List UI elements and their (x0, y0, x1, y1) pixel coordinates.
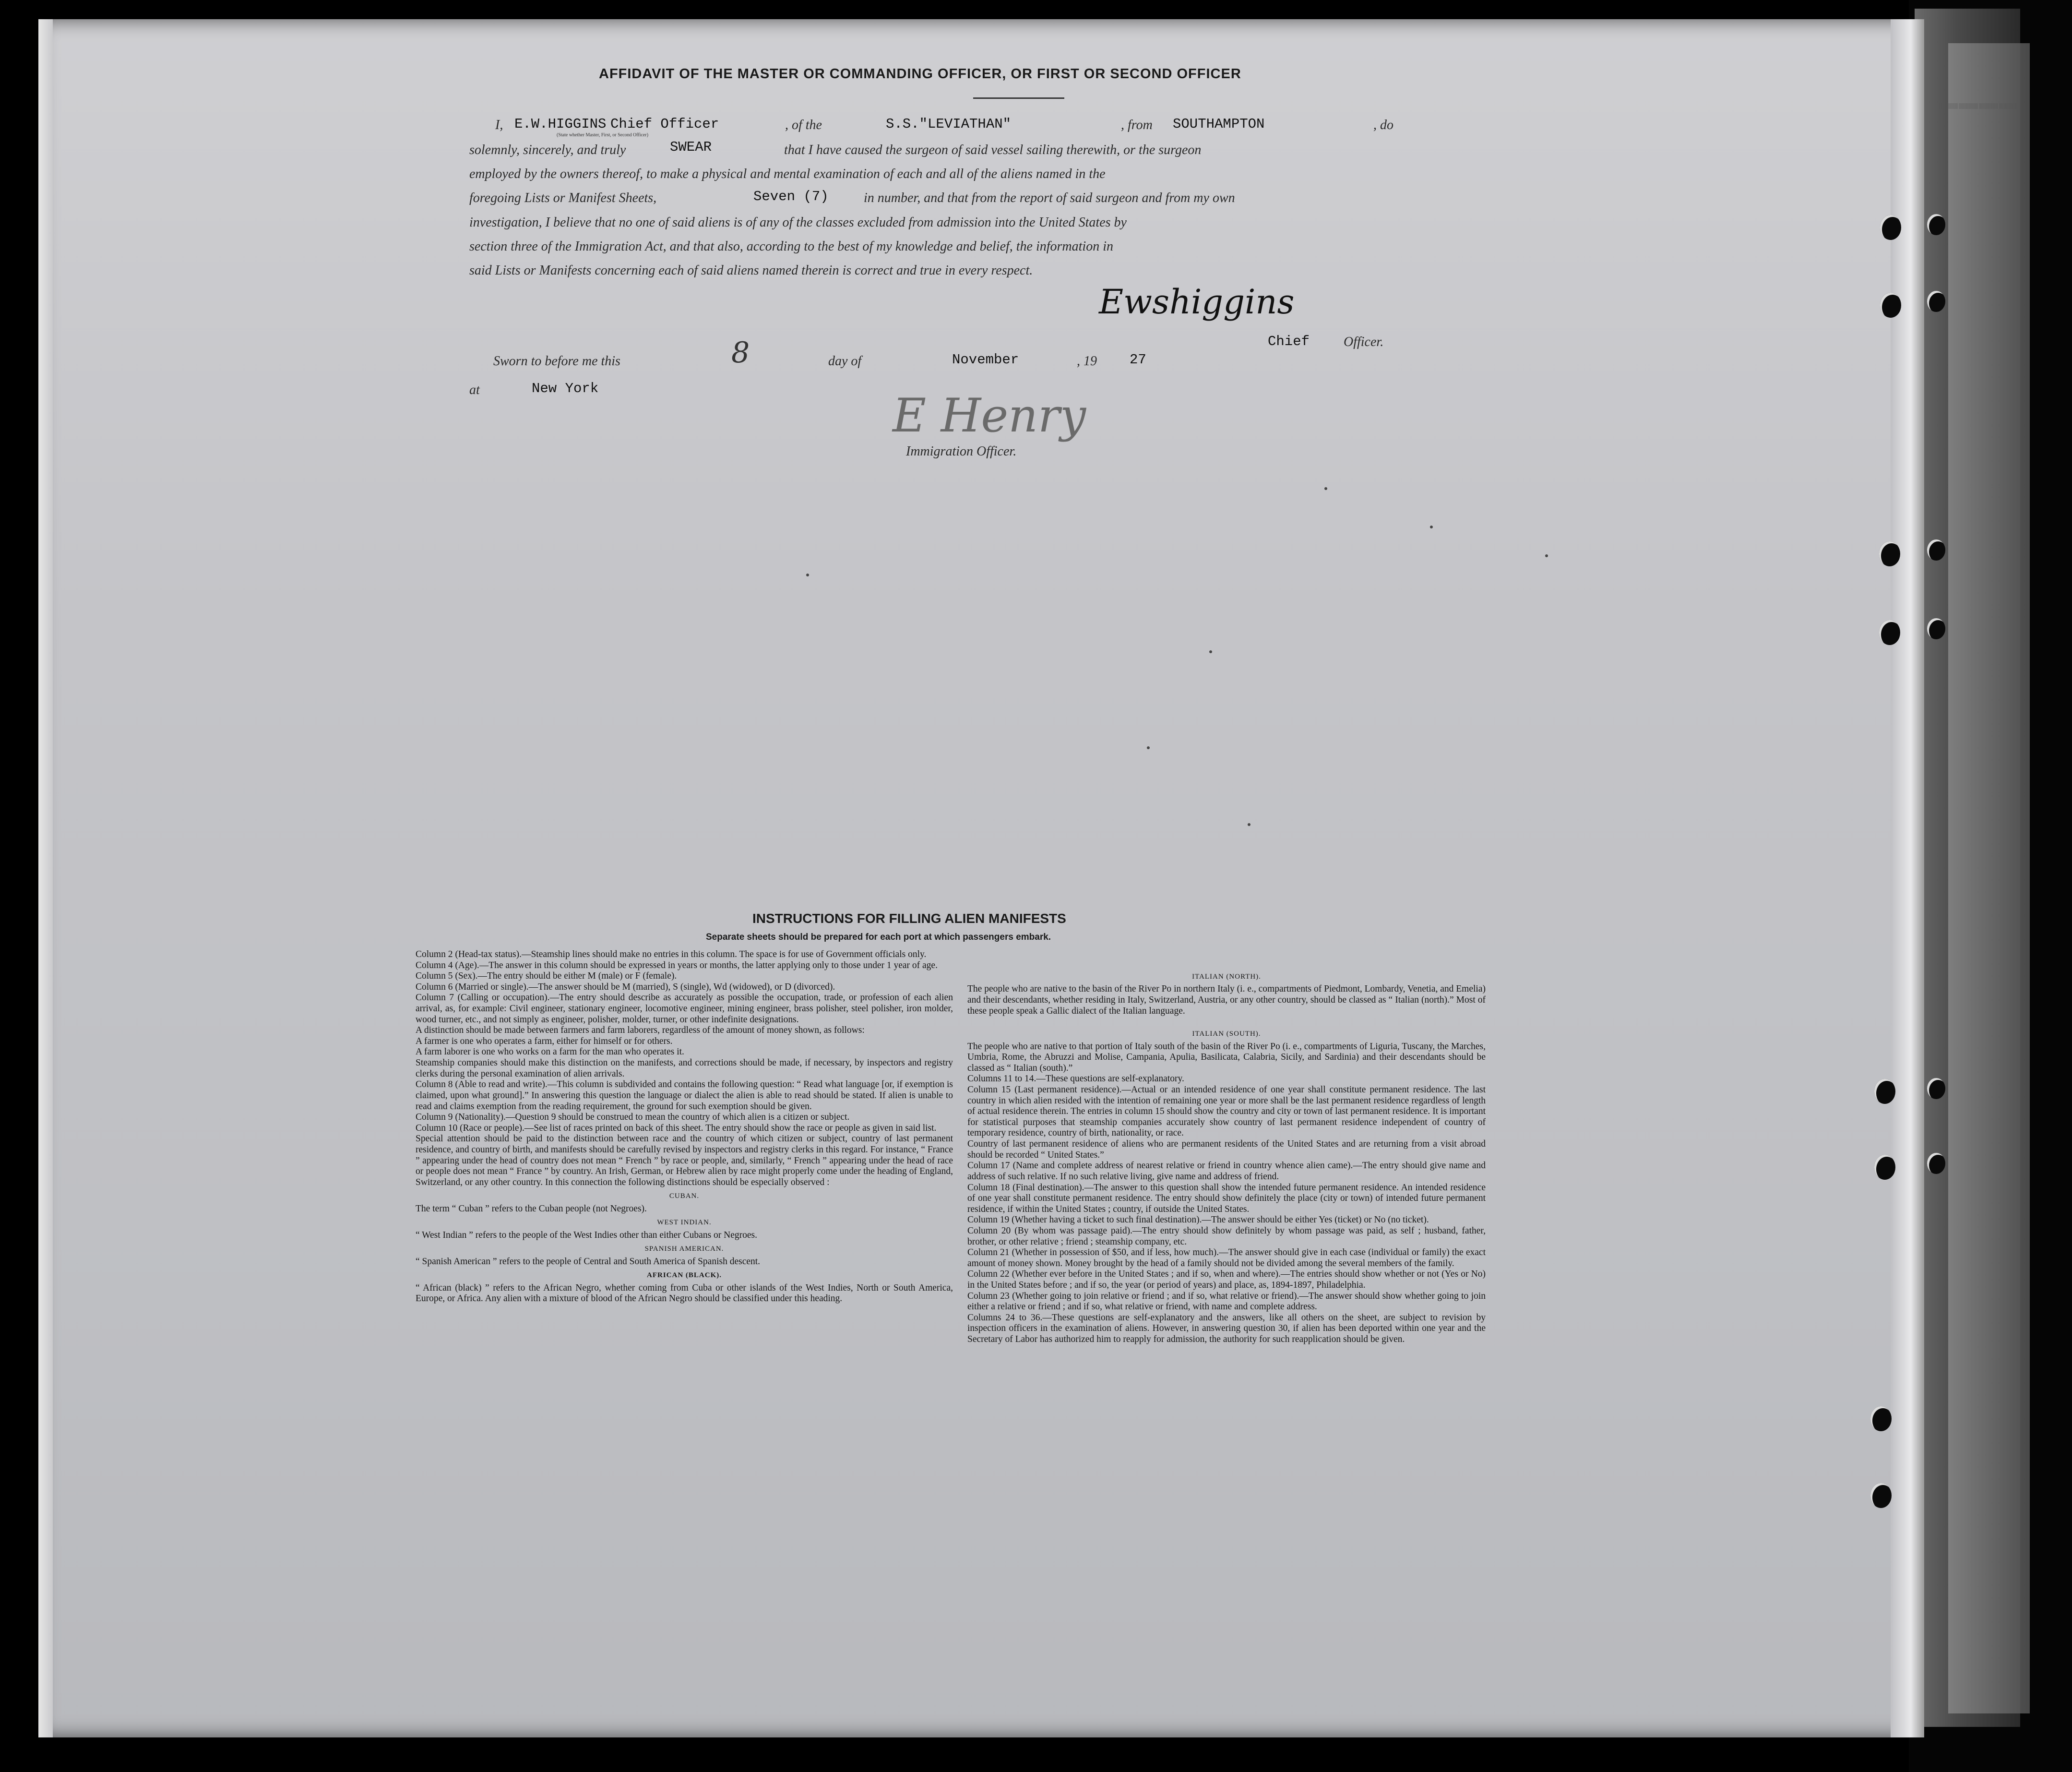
immigration-signature: E Henry (893, 389, 1086, 443)
binder-hole (1874, 1155, 1895, 1180)
stray-dot (806, 574, 809, 576)
italian-south-text: The people who are native to that portion of Italy south of the basin of the River Po (i. e., compartments of Liguria, Tuscany, the Marches, Umbria, Rome, the Abruzzi and Molise, Campania, Apulia, Basilicata, Calabria, Sicily, and Sardinia) and their descendants should be classed as “ Italian (south).” (967, 1041, 1486, 1073)
affidavit-line4b: in number, and that from the report of said surgeon and from my own (864, 191, 1235, 205)
affidavit-line2b: that I have caused the surgeon of said vessel sailing therewith, or the surgeon (784, 143, 1202, 157)
stray-dot (1147, 746, 1150, 749)
affidavit-line4a: foregoing Lists or Manifest Sheets, (469, 191, 657, 205)
instruction-paragraph: Column 4 (Age).—The answer in this column should be expressed in years or months, the latter applying only to those under 1 year of age. (416, 960, 938, 970)
instruction-paragraph: Special attention should be paid to the distinction between race and the country of which citizen or subject, country of last permanent residence, and country of birth, and manifests should be carefully revised by inspectors and registry clerks in this regard. For instance, “ France ” appearing under the head of country does not mean “ French ” by race or people, and, similarly, “ French ” appearing under the head of race or people does not mean “ France ” by country. An Irish, German, or Hebrew alien by race might properly come under the heading of England, Switzerland, or any other country. In this connection the following distinctions should be especially observed : (416, 1134, 953, 1187)
underlying-page-edge-2 (1948, 43, 2030, 1713)
ship-name: S.S."LEVIATHAN" (886, 116, 1012, 132)
instruction-paragraph: Column 21 (Whether in possession of $50, and if less, how much).—The answer should give in each case (individual or family) the exact amount of money shown. Money brought by the head of a family should not be divided among the several members of the family. (967, 1247, 1486, 1269)
sworn-place: New York (532, 381, 599, 396)
of-the-text: , of the (785, 118, 822, 132)
stray-dot (1430, 526, 1433, 528)
instruction-paragraph: Column 19 (Whether having a ticket to such final destination).—The answer should be either Yes (ticket) or No (no ticket). (967, 1215, 1429, 1225)
immigration-officer-label: Immigration Officer. (906, 444, 1017, 459)
instruction-paragraph: Column 18 (Final destination).—The answer to this question shall show the intended future permanent residence. An intended residence of one year shall constitute permanent residence. The entry should show definitely the place (city or town) of intended future permanent residence, if within the United States ; country, if outside the United States. (967, 1182, 1486, 1214)
instructions-left-column (416, 949, 953, 1305)
binder-hole (1880, 215, 1901, 240)
instruction-paragraph: Column 9 (Nationality).—Question 9 should be construed to mean the country of which alien is a citizen or subject. (416, 1112, 850, 1123)
binder-hole (1927, 291, 1945, 312)
bleed-through: ▬▬▬▬ (1939, 92, 2019, 113)
rank-note: (State whether Master, First, or Second Officer) (557, 132, 649, 138)
affidavit-line6: section three of the Immigration Act, and that also, according to the best of my knowledge and belief, the information in (469, 239, 1113, 254)
sheet-count: Seven (7) (753, 189, 829, 204)
binder-hole (1927, 214, 1945, 235)
binder-hole (1927, 1078, 1945, 1099)
instruction-paragraph: Column 20 (By whom was passage paid).—The entry should show definitely by whom passage was paid, as self ; husband, father, brother, or other relative ; friend ; steamship company, etc. (967, 1225, 1486, 1247)
african-heading: AFRICAN (BLACK). (647, 1271, 722, 1280)
binder-hole (1870, 1406, 1892, 1431)
day-of-text: day of (828, 354, 862, 369)
sworn-text: Sworn to before me this (493, 354, 620, 369)
binder-hole (1927, 618, 1945, 639)
manifest-page (38, 19, 2019, 1737)
instruction-paragraph: Steamship companies should make this distinction on the manifests, and corrections should be made, if necessary, by inspectors and registry clerks during the personal examination of alien arrivals. (416, 1058, 953, 1079)
binder-hole (1927, 1153, 1945, 1174)
sworn-year: 27 (1130, 352, 1146, 368)
signature-officer-word: Officer. (1344, 335, 1384, 349)
officer-rank: Chief Officer (610, 116, 719, 132)
binder-hole (1927, 539, 1945, 561)
officer-signature: Ewshiggins (1099, 282, 1295, 322)
year-prefix: , 19 (1077, 354, 1097, 369)
instruction-paragraph: A distinction should be made between farmers and farm laborers, regardless of the amount of money shown, as follows: (416, 1025, 865, 1036)
stray-dot (1248, 823, 1250, 826)
binder-hole (1879, 620, 1900, 645)
west-indian-text: “ West Indian ” refers to the people of the West Indies other than either Cubans or Negroes. (416, 1230, 757, 1240)
instruction-paragraph: Column 6 (Married or single).—The answer should be M (married), S (single), Wd (widowed), or D (divorced). (416, 982, 835, 992)
instruction-paragraph: Column 2 (Head-tax status).—Steamship lines should make no entries in this column. The space is for use of Government officials only. (416, 949, 927, 959)
cuban-text: The term “ Cuban ” refers to the Cuban people (not Negroes). (416, 1203, 647, 1214)
african-text: “ African (black) ” refers to the African Negro, whether coming from Cuba or other islands of the West Indies, North or South America, Europe, or Africa. Any alien with a mixture of blood of the African Negro should be classified under this heading. (416, 1282, 953, 1304)
affidavit-i: I, (495, 118, 503, 132)
binder-hole (1880, 293, 1901, 318)
affidavit-line7: said Lists or Manifests concerning each of said aliens named therein is correct and true in every respect. (469, 263, 1033, 278)
officer-name: E.W.HIGGINS (514, 116, 607, 132)
instructions-subtitle: Separate sheets should be prepared for each port at which passengers embark. (706, 932, 1051, 942)
instruction-paragraph: A farmer is one who operates a farm, either for himself or for others. (416, 1036, 673, 1046)
instruction-paragraph: Column 23 (Whether going to join relative or friend ; and if so, what relative or friend).—The answer should show whether going to join either a relative or friend ; and if so, what relative or friend, with name and complete address. (967, 1291, 1486, 1312)
affidavit-line5: investigation, I believe that no one of said aliens is of any of the classes excluded from admission into the United States by (469, 215, 1127, 230)
title-rule (973, 97, 1064, 99)
stray-dot (1324, 487, 1327, 490)
cuban-heading: CUBAN. (669, 1192, 700, 1200)
instruction-paragraph: Column 5 (Sex).—The entry should be either M (male) or F (female). (416, 971, 677, 982)
instruction-paragraph: Column 10 (Race or people).—See list of races printed on back of this sheet. The entry should show the race or people as given in said list. (416, 1123, 937, 1133)
sworn-day: 8 (731, 336, 750, 370)
sworn-month: November (952, 352, 1019, 368)
instruction-paragraph: Columns 24 to 36.—These questions are self-explanatory and the answers, like all others on the sheet, are subject to revision by inspection officers in the examination of aliens. However, in answering question 30, if alien has been deported within one year and the Secretary of Labor has authorized him to reapply for admission, the authority for such reapplication should be given. (967, 1312, 1486, 1345)
instruction-paragraph: Column 17 (Name and complete address of nearest relative or friend in country whence alien came).—The entry should give name and address of such relative. If no such relative living, give name and address of friend. (967, 1161, 1486, 1182)
west-indian-heading: WEST INDIAN. (657, 1219, 712, 1227)
affidavit-line2a: solemnly, sincerely, and truly (469, 143, 626, 157)
instruction-paragraph: Country of last permanent residence of aliens who are permanent residents of the United States and are returning from a visit abroad should be recorded “ United States.” (967, 1139, 1486, 1160)
do-text: , do (1373, 118, 1393, 132)
oath-word: SWEAR (670, 139, 712, 155)
binder-hole (1874, 1079, 1895, 1104)
affidavit-title: AFFIDAVIT OF THE MASTER OR COMMANDING OFFICER, OR FIRST OR SECOND OFFICER (599, 66, 1241, 82)
instruction-paragraph: A farm laborer is one who works on a farm for the man who operates it. (416, 1047, 684, 1057)
from-text: , from (1121, 118, 1153, 132)
italian-north-text: The people who are native to the basin of the River Po in northern Italy (i. e., compartments of Piedmont, Lombardy, Venetia, and Emelia) and their descendants, whether residing in Italy, Switzerland, Austria, or any other country, should be classed as “ Italian (north).” Most of these people speak a Gallic dialect of the Italian language. (967, 984, 1486, 1016)
italian-south-heading: ITALIAN (SOUTH). (1192, 1030, 1261, 1038)
instruction-paragraph: Column 15 (Last permanent residence).—Actual or an intended residence of one year shall constitute permanent residence. The last country in which alien resided with the intention of remaining one year or more shall be the last permanent residence regardless of length of actual residence therein. The entries in column 15 should show the country and city or town of last permanent residence. It is important for statistical purposes that steamship companies accurately show country of last permanent residence independent of country of temporary residence, country of birth, nationality, or race. (967, 1085, 1486, 1138)
spanish-american-heading: SPANISH AMERICAN. (644, 1245, 724, 1253)
stray-dot (1209, 650, 1212, 653)
affidavit-line3: employed by the owners thereof, to make a physical and mental examination of each and all of the aliens named in the (469, 167, 1106, 181)
instructions-title: INSTRUCTIONS FOR FILLING ALIEN MANIFESTS (752, 911, 1066, 926)
binder-hole (1879, 541, 1900, 566)
instruction-paragraph: Column 22 (Whether ever before in the United States ; and if so, when and where).—The entries should show whether or not (Yes or No) in the United States before ; and if so, the year (or period of years) and place, as, 1894-1897, Philadelphia. (967, 1269, 1486, 1291)
at-text: at (469, 383, 480, 397)
spanish-american-text: “ Spanish American ” refers to the people of Central and South America of Spanish descent. (416, 1256, 761, 1267)
stray-dot (1545, 554, 1548, 557)
signature-rank: Chief (1268, 334, 1310, 349)
instruction-paragraph: Columns 11 to 14.—These questions are self-explanatory. (967, 1074, 1184, 1084)
departure-port: SOUTHAMPTON (1173, 116, 1265, 132)
instruction-paragraph: Column 7 (Calling or occupation).—The entry should describe as accurately as possible the occupation, trade, or profession of each alien arrival, as, for example: Civil engineer, stationary engineer, locomotive engineer, mining engineer, brass polisher, steel polisher, iron molder, wood turner, etc., and not simply as engineer, polisher, molder, turner, or other indefinite designations. (416, 993, 953, 1025)
instruction-paragraph: Column 8 (Able to read and write).—This column is subdivided and contains the following question: “ Read what language [or, if exemption is claimed, upon what ground].” In answering this question the language or dialect the alien is able to read should be stated. If alien is unable to read and claims exemption from the reading requirement, the ground for such exemption should be given. (416, 1079, 953, 1112)
instructions-right-column (967, 969, 1486, 1345)
binder-hole (1870, 1483, 1892, 1508)
italian-north-heading: ITALIAN (NORTH). (1192, 973, 1261, 981)
